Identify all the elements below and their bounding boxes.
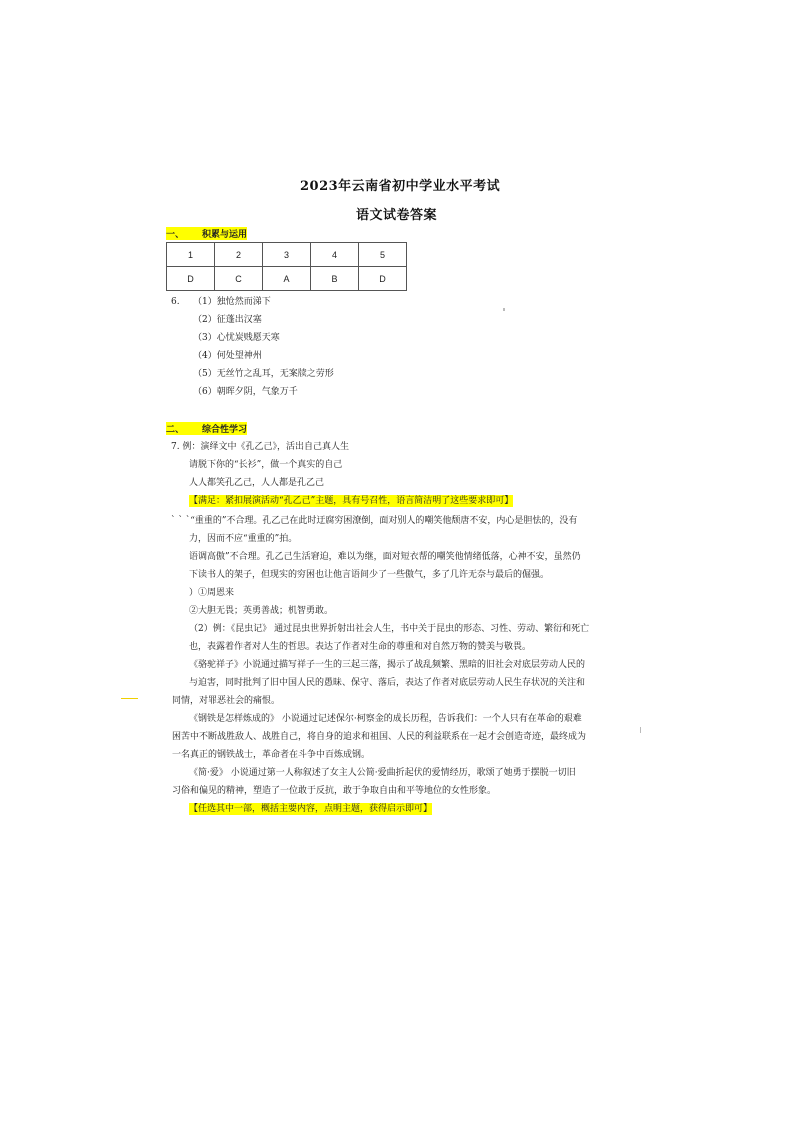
q9-scoring-note: 【任选其中一部，概括主要内容，点明主题，获得启示即可】 — [189, 804, 433, 814]
q9-line-7: 同情，对罪恶社会的痛恨。 — [172, 696, 281, 706]
section-1-number: 一、 — [166, 230, 185, 240]
answer-table-value-cell: B — [311, 267, 359, 291]
q6-answer-3: （3）心忧炭贱愿天寒 — [193, 333, 280, 343]
answer-table-header-cell: 5 — [359, 243, 407, 267]
q6-answer-4: （4）何处望神州 — [193, 351, 262, 361]
q7-line-2: 请脱下你的“长衫”，做一个真实的自己 — [189, 460, 343, 470]
scan-speck — [640, 727, 641, 733]
answer-table-header-cell: 2 — [215, 243, 263, 267]
q6-answer-1: （1）独怆然而涕下 — [193, 297, 271, 307]
section-1-title: 积累与运用 — [202, 230, 248, 240]
q9-line-9: 困苦中不断战胜敌人、战胜自己，将自身的追求和祖国、人民的利益联系在一起才会创造奇迹，最终成为 — [172, 732, 587, 742]
answer-subtitle: 语文试卷答案 — [356, 208, 438, 223]
q7-line-1: 7. 例：演绎文中《孔乙己》，活出自己真人生 — [171, 442, 349, 452]
margin-highlight-mark — [121, 698, 138, 699]
q8-line-2: 力，因而不应“重重的”拍。 — [189, 534, 298, 544]
q9-line-6: 与迫害，同时批判了旧中国人民的愚昧、保守、落后，表达了作者对底层劳动人民生存状况的关注和 — [189, 678, 586, 688]
answer-table-value-cell: D — [167, 267, 215, 291]
scan-speck — [503, 308, 505, 311]
answer-table-header-cell: 1 — [167, 243, 215, 267]
q9-line-8: 《钢铁是怎样炼成的》 小说通过记述保尔·柯察金的成长历程，告诉我们：一个人只有在革命的艰难 — [189, 714, 582, 724]
q9-line-11: 《简·爱》 小说通过第一人称叙述了女主人公简·爱曲折起伏的爱情经历，歌颂了她勇于摆脱一切旧 — [189, 768, 576, 778]
q6-answer-2: （2）征蓬出汉塞 — [193, 315, 262, 325]
q6-answer-6: （6）朝晖夕阴，气象万千 — [193, 387, 298, 397]
q8-line-3: 语调高傲”不合理。孔乙己生活窘迫，难以为继，面对短衣帮的嘲笑他情绪低落，心神不安，虽然仍 — [189, 552, 581, 562]
section-2-heading — [166, 422, 247, 435]
answer-table-header-cell: 3 — [263, 243, 311, 267]
q9-line-1: ）①周恩来 — [189, 588, 235, 598]
q8-line-4: 下读书人的架子，但现实的穷困也让他言语间少了一些傲气，多了几许无奈与最后的倔强。 — [189, 570, 550, 580]
answer-table-header-row — [167, 243, 407, 267]
section-2-number: 二、 — [166, 425, 185, 435]
exam-title: 2023年云南省初中学业水平考试 — [300, 179, 501, 194]
q9-line-3: （2）例：《昆虫记》 通过昆虫世界折射出社会人生，书中关于昆虫的形态、习性、劳动、繁衍和死亡 — [189, 624, 590, 634]
q9-line-2: ②大胆无畏；英勇善战；机智勇敢。 — [189, 606, 334, 616]
section-2-title: 综合性学习 — [202, 425, 248, 435]
q8-line-1: ` ` `“重重的”不合理。孔乙己在此时迂腐穷困潦倒，面对别人的嘲笑他颓唐不安，内心是胆怯的，没有 — [171, 516, 578, 526]
section-1-heading — [166, 227, 247, 240]
answer-table-value-cell: D — [359, 267, 407, 291]
answer-table-header-cell: 4 — [311, 243, 359, 267]
answer-table-value-row — [167, 267, 407, 291]
q7-scoring-note: 【满足：紧扣展演活动“孔乙己”主题，具有号召性，语言简洁明了这些要求即可】 — [189, 496, 514, 506]
q6-answer-5: （5）无丝竹之乱耳，无案牍之劳形 — [193, 369, 334, 379]
q9-line-10: 一名真正的钢铁战士，革命者在斗争中百炼成钢。 — [172, 750, 371, 760]
q9-line-12: 习俗和偏见的精神，塑造了一位敢于反抗，敢于争取自由和平等地位的女性形象。 — [172, 786, 497, 796]
q9-line-4: 也，表露着作者对人生的哲思。表达了作者对生命的尊重和对自然万物的赞美与敬畏。 — [189, 642, 532, 652]
q6-number: 6. — [171, 297, 180, 307]
answer-table-value-cell: A — [263, 267, 311, 291]
q9-line-5: 《骆驼祥子》小说通过描写祥子一生的三起三落，揭示了战乱频繁、黑暗的旧社会对底层劳动人民的 — [189, 660, 586, 670]
q7-line-3: 人人都笑孔乙己，人人都是孔乙己 — [189, 478, 325, 488]
answer-table — [166, 242, 407, 291]
answer-table-value-cell: C — [215, 267, 263, 291]
